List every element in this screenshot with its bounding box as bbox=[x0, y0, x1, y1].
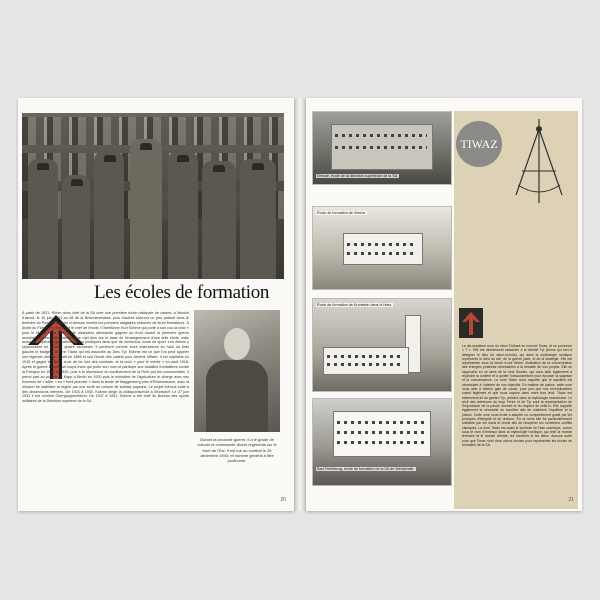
tiwaz-rune-small-icon bbox=[459, 308, 483, 338]
photo-westphalia bbox=[312, 398, 452, 486]
page-number: 21 bbox=[568, 497, 574, 503]
photo-harz bbox=[312, 298, 452, 392]
photo-label: Dresde, école de la direction supérieure de la SA. bbox=[317, 174, 399, 178]
photo-label: Bad Freilinburg, école de formation de la SA de Westphalie. bbox=[317, 467, 415, 471]
portrait-photo bbox=[194, 310, 280, 432]
photo-label: École de formation de Vienne. bbox=[317, 211, 367, 215]
photo-label: École de formation de Kronstein dans le Harz. bbox=[317, 303, 393, 307]
compass-icon bbox=[504, 115, 574, 207]
right-page bbox=[306, 98, 582, 511]
tiwaz-badge: TIWAZ bbox=[456, 121, 502, 167]
left-page bbox=[18, 98, 294, 511]
body-text-right: Le dix-septième rune du vieux Futhark se nomme Tiwaz, et se prononce « T ». Elle est directement rattachée à la divinité Tyr (terme qui sert à désigner le dieu en vieux-norrois), qui dans la mythologie nordique représente le dieu du ciel, de la guerre juste, et de la stratégie. Elle est représentée sous la forme d'une flèche, illustration de la concentration des énergies positives nécessaires à la réussite de nos projets. Elle se rapproche en ce sens de la rune Sowelo, qui nous aide également à rejoindre la lumière et à quitter l'obscurantisme pour épouser la sagesse et la connaissance. La rune Tiwaz nous rappelle que le sacrifice est nécessaire à l'atteinte de nos objectifs. En matière de justice, cette rune nous aide à obtenir gain de cause, pour peu que nos revendications soient légitimes et que nous soyons dans notre bon droit. Tiwaz est intimement lié au garden Tyr, présent dans la mythologie scandinave. Le récit des aventures du loup Fenrir et de Tyr sont la représentation de l'importance de la parole donnée et du respect de celle-ci. Elle rappelle également la nécessité du sacrifice afin de maintenir l'équilibre et la justice. Cette rune nous invite à adopter un comportement guidé par les principes d'intégrité et de droiture. En ce sens elle fut particulièrement sollicitée par les nazis et choisi afin de récupérer les nombreux conflits claniques. La rune Tiwaz est aussi le symbole de l'axe cosmique, connu sous le nom d'Irminsul dans la mythologie nordique, qui relie la monde terrestre et le monde céleste, les hommes et les dieux. Aucune autre rune que Tiwaz n'est donc mieux choisie pour représenter les écoles de formation de la SA. bbox=[462, 344, 572, 447]
book-spine bbox=[294, 98, 306, 511]
portrait-caption: Durant la seconde guerre, il a le grade de colonel et commande divers régiments sur le front de l'Est. Il est tué au combat le 26 décembre 1944, et nommé général à titre posthume. bbox=[197, 437, 277, 464]
group-photo bbox=[22, 113, 284, 279]
photo-dresden bbox=[312, 111, 452, 185]
body-text-left: À partir de 1931, Röhm alors chef de la SA crée une première école nationale de cadres, à Munich d'abord, le 15 juin 1931 au 48 de la Briennerstrasse, puis d'autres suivront un peu partout dans le territoire du Reich. La photo ci-dessus montre les premiers stagiaires entourés de leurs formateurs. À droite du Führer on reconnaît le chef de l'école, l'Oberführer Kurt Kühme qui porte à son cou la croix « pour le Mérite », la plus haute distinction allemande gagnée au front durant la première guerre mondiale. La formation idéologique met bien sûr la base de l'enseignement d'une telle école, mais aussi les aspects organisationnels ou juridiques ainsi que de nombreux cours de sport. Les élèves y séjournaient en général quatre semaines. Il pertinent comme leurs instructeurs en haut du bras gauche le badge à la rune Tiwaz qui est associée au Dieu Tyr. Kühme est ce que l'on peut appeler une légende vivante. Il naît en 1885 et suit l'école des cadets pour devenir officier. Il est capitaine en 1915 et gagne les deux croix de fer lors des combats, et la croix « pour le mérite » en août 1918. Après la guerre il fonde un corps franc qui porte son nom et participe aux batailles frontalières contre la Pologne en 1919 et 1920, puis à la répression du soulèvement de la Ruhr par les communistes. Il prend part au putsch de Kapp à Berlin en 1920 puis le ministère de l'agriculture le charge avec ses hommes de « lutter » en « front pionnier » dans la lande de Maggenberg près d'Ehlershausen, avec la mission de stabiliser la région par une sorte de colonie de soldats paysans. Le projet échoue suite à des dissensions internes. De 1923 à 1930, Kühme dirige la völkisportschule à Wünsdorf. Le 27 juin 1933 il est nommé Obergruppenführer. De 1937 à 1941, Kühme a été chef du Bureau des sports militaires de la Direction suprême de la SA. bbox=[22, 311, 189, 404]
page-title: Les écoles de formation bbox=[94, 282, 270, 303]
photo-vienna bbox=[312, 206, 452, 290]
page-number: 20 bbox=[280, 497, 286, 503]
